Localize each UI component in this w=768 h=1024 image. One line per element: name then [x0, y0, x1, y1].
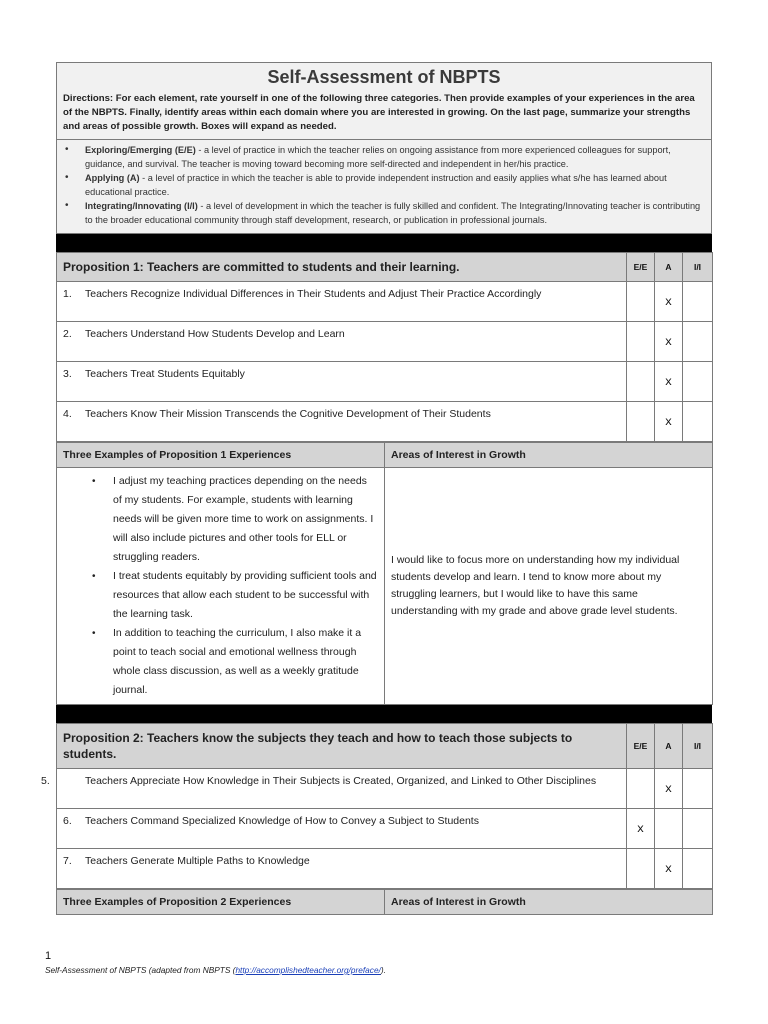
rating-cell-ii[interactable]: [683, 809, 713, 849]
examples-content-row: [57, 468, 713, 705]
element-number: 7.: [63, 855, 72, 867]
assessment-document: [41, 62, 712, 915]
element-row: [57, 282, 713, 322]
rating-cell-ee[interactable]: [627, 362, 655, 402]
category-definitions: [56, 139, 712, 234]
bullet-icon: •: [65, 144, 69, 155]
directions-text: Directions: For each element, rate yourself in one of the following three categories. Then provide examples of your experiences in the area of the NBPTS. Finally, identify areas within each domain where you are interested in growing. On the last page, summarize your strengths and areas of possible growth. Boxes will expand as needed.: [63, 93, 695, 132]
rating-cell-ee[interactable]: [627, 769, 655, 809]
examples-header-row: [57, 443, 713, 468]
example-item: • In addition to teaching the curriculum, I also make it a point to teach social and emotional wellness through whole class discussion, as well as a weekly gratitude journal.: [63, 624, 378, 700]
rating-cell-ii[interactable]: [683, 322, 713, 362]
rating-header-ee: E/E: [627, 253, 655, 282]
element-number: 2.: [63, 328, 72, 340]
bullet-icon: •: [92, 476, 96, 487]
page-number: 1: [45, 950, 52, 962]
element-label: [57, 282, 627, 322]
element-text: Teachers Treat Students Equitably: [85, 368, 245, 380]
proposition-2-heading: Proposition 2: Teachers know the subjects they teach and how to teach those subjects to students.: [57, 724, 627, 769]
proposition-1-table: [56, 252, 713, 442]
proposition-2-header-row: [57, 724, 713, 769]
element-text: Teachers Generate Multiple Paths to Knowledge: [85, 855, 310, 867]
rating-header-ee: E/E: [627, 724, 655, 769]
bullet-icon: •: [92, 571, 96, 582]
section-divider: [56, 705, 712, 723]
element-label: [57, 809, 627, 849]
category-description: - a level of practice in which the teacher relies on ongoing assistance from more experienced colleagues for support, guidance, and survival. The teacher is moving toward becoming more self-directed and independent in her/his practice.: [85, 145, 671, 169]
rating-header-ii: I/I: [683, 724, 713, 769]
rating-cell-a[interactable]: x: [655, 849, 683, 889]
element-row: [57, 849, 713, 889]
rating-cell-ee[interactable]: x: [627, 809, 655, 849]
element-row: [57, 322, 713, 362]
element-text: Teachers Know Their Mission Transcends the Cognitive Development of Their Students: [85, 408, 491, 420]
proposition-1-header-row: [57, 253, 713, 282]
section-divider: [56, 234, 712, 252]
rating-cell-ee[interactable]: [627, 322, 655, 362]
rating-cell-a[interactable]: x: [655, 362, 683, 402]
rating-cell-a[interactable]: x: [655, 282, 683, 322]
rating-header-a: A: [655, 724, 683, 769]
proposition-1-heading: Proposition 1: Teachers are committed to students and their learning.: [57, 253, 627, 282]
element-label: [57, 362, 627, 402]
bullet-icon: •: [65, 172, 69, 183]
example-item: • I adjust my teaching practices depending on the needs of my students. For example, students with learning needs will be given more time to work on assignments. I will also include pictures and other tools for ELL or struggling readers.: [63, 472, 378, 567]
category-item: [63, 199, 705, 227]
rating-cell-ii[interactable]: [683, 402, 713, 442]
category-name: Integrating/Innovating (I/I): [85, 201, 198, 211]
examples-list: [63, 472, 378, 700]
element-text: Teachers Recognize Individual Differences in Their Students and Adjust Their Practice Accordingly: [85, 288, 542, 300]
footer-link[interactable]: http://accomplishedteacher.org/preface/: [235, 965, 381, 975]
examples-cell[interactable]: [57, 468, 385, 705]
examples-header: Three Examples of Proposition 2 Experiences: [57, 890, 385, 915]
category-name: Exploring/Emerging (E/E): [85, 145, 196, 155]
examples-header-row: [57, 890, 713, 915]
rating-header-a: A: [655, 253, 683, 282]
example-item: • I treat students equitably by providing sufficient tools and resources that allow each student to be successful with the learning task.: [63, 567, 378, 624]
proposition-2-examples-table: [56, 889, 713, 915]
element-row: [57, 769, 713, 809]
element-row: [57, 402, 713, 442]
rating-cell-ii[interactable]: [683, 769, 713, 809]
footer-text: Self-Assessment of NBPTS (adapted from NBPTS (: [45, 965, 236, 975]
rating-cell-a[interactable]: x: [655, 769, 683, 809]
proposition-2-table: [41, 723, 713, 889]
growth-header: Areas of Interest in Growth: [385, 443, 713, 468]
element-number: 4.: [63, 408, 72, 420]
element-number: 5.: [41, 775, 50, 787]
bullet-icon: •: [92, 628, 96, 639]
rating-cell-a[interactable]: x: [655, 402, 683, 442]
rating-cell-ee[interactable]: [627, 849, 655, 889]
rating-cell-ee[interactable]: [627, 402, 655, 442]
rating-cell-ii[interactable]: [683, 362, 713, 402]
element-row: [57, 809, 713, 849]
examples-header: Three Examples of Proposition 1 Experiences: [57, 443, 385, 468]
rating-cell-a[interactable]: [655, 809, 683, 849]
category-name: Applying (A): [85, 173, 140, 183]
page-footer: [45, 965, 386, 975]
bullet-icon: •: [65, 200, 69, 211]
element-label: [57, 849, 627, 889]
category-description: - a level of practice in which the teacher is able to provide independent instruction and easily applies what s/he has learned about educational practice.: [85, 173, 667, 197]
rating-cell-a[interactable]: x: [655, 322, 683, 362]
element-number: 1.: [63, 288, 72, 300]
element-text: Teachers Command Specialized Knowledge of How to Convey a Subject to Students: [85, 815, 479, 827]
element-label: [41, 769, 627, 809]
rating-cell-ii[interactable]: [683, 282, 713, 322]
category-description: - a level of development in which the teacher is fully skilled and confident. The Integrating/Innovating teacher is contributing to the broader educational community through staff development, research, or publication in professional journals.: [85, 201, 701, 225]
element-row: [57, 362, 713, 402]
footer-text-end: ).: [380, 965, 386, 975]
proposition-1-examples-table: [56, 442, 713, 705]
category-item: [63, 143, 705, 171]
growth-cell[interactable]: I would like to focus more on understanding how my individual students develop and learn. I tend to know more about my struggling learners, but I would like to have this same understanding with my grade and above grade level students.: [385, 468, 713, 705]
rating-cell-ii[interactable]: [683, 849, 713, 889]
rating-header-ii: I/I: [683, 253, 713, 282]
rating-cell-ee[interactable]: [627, 282, 655, 322]
page-title: Self-Assessment of NBPTS: [267, 67, 501, 87]
element-text: Teachers Understand How Students Develop and Learn: [85, 328, 345, 340]
header-box: [56, 62, 712, 139]
element-label: [57, 322, 627, 362]
element-number: 6.: [63, 815, 72, 827]
category-item: [63, 171, 705, 199]
element-label: [57, 402, 627, 442]
element-text: Teachers Appreciate How Knowledge in Their Subjects is Created, Organized, and Linked to Other Disciplines: [85, 775, 597, 787]
growth-header: Areas of Interest in Growth: [385, 890, 713, 915]
element-number: 3.: [63, 368, 72, 380]
